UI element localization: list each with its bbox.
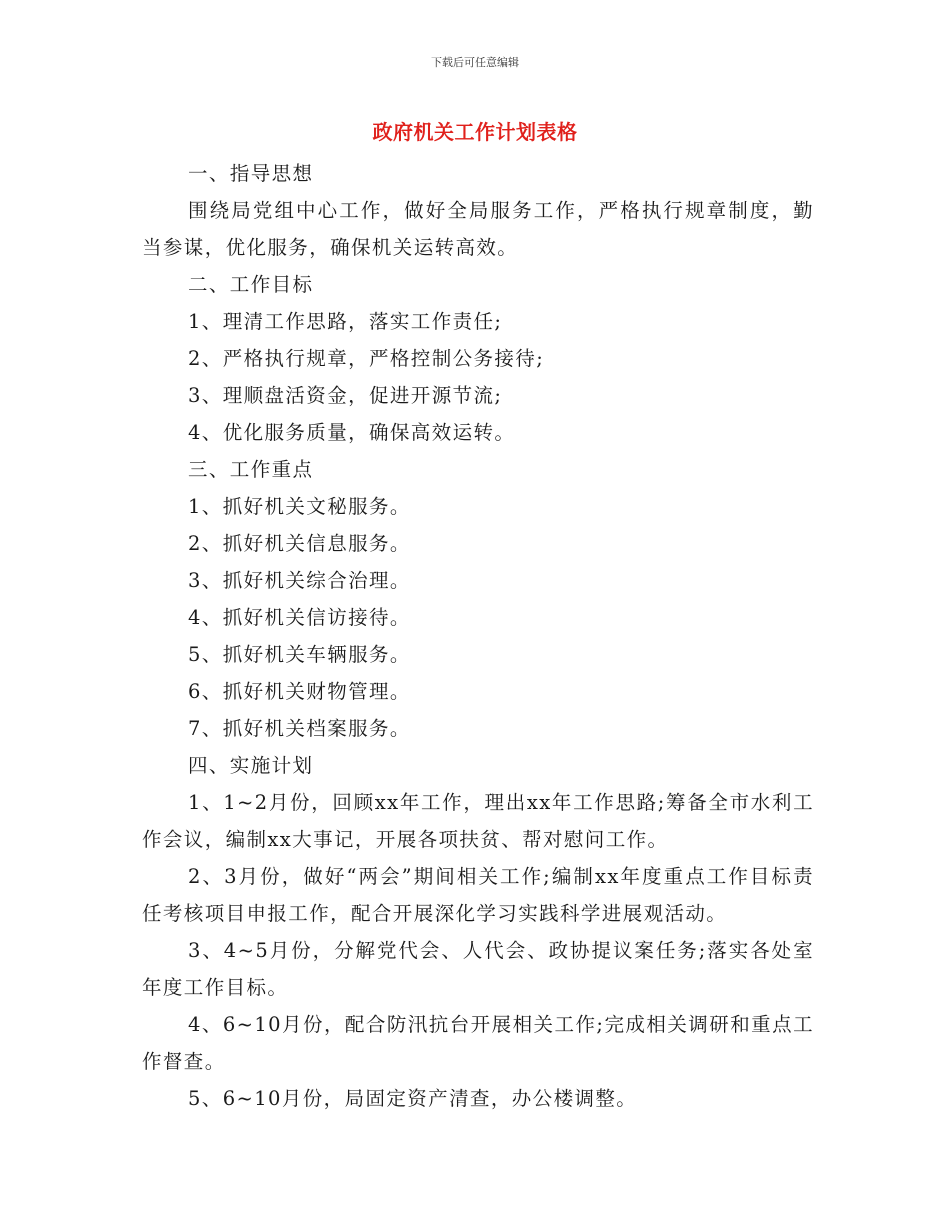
focus-item: 3、抓好机关综合治理。 [188, 569, 411, 592]
goal-item: 4、优化服务质量，确保高效运转。 [188, 421, 516, 444]
focus-item: 4、抓好机关信访接待。 [188, 606, 411, 629]
paragraph-guiding-ideology: 围绕局党组中心工作，做好全局服务工作，严格执行规章制度，勤当参谋，优化服务，确保机关运转高效。 [142, 199, 814, 259]
focus-item: 2、抓好机关信息服务。 [188, 532, 411, 555]
header-note: 下载后可任意编辑 [431, 56, 519, 69]
section-heading-work-goals: 二、工作目标 [188, 273, 314, 296]
goal-item: 1、理清工作思路，落实工作责任; [188, 310, 503, 333]
focus-item: 5、抓好机关车辆服务。 [188, 643, 411, 666]
document-title: 政府机关工作计划表格 [372, 120, 578, 144]
focus-item: 7、抓好机关档案服务。 [188, 717, 411, 740]
plan-item: 5、6~10月份，局固定资产清查，办公楼调整。 [188, 1087, 638, 1110]
plan-item: 4、6~10月份，配合防汛抗台开展相关工作;完成相关调研和重点工作督查。 [142, 1013, 814, 1073]
section-heading-guiding-ideology: 一、指导思想 [188, 162, 314, 185]
goal-item: 2、严格执行规章，严格控制公务接待; [188, 347, 545, 370]
goal-item: 3、理顺盘活资金，促进开源节流; [188, 384, 503, 407]
plan-item: 1、1~2月份，回顾xx年工作，理出xx年工作思路;筹备全市水利工作会议，编制xx大事记，开展各项扶贫、帮对慰问工作。 [142, 791, 814, 851]
section-heading-work-focus: 三、工作重点 [188, 458, 314, 481]
plan-item: 3、4~5月份，分解党代会、人代会、政协提议案任务;落实各处室年度工作目标。 [142, 939, 814, 999]
plan-item: 2、3月份，做好“两会”期间相关工作;编制xx年度重点工作目标责任考核项目申报工作，配合开展深化学习实践科学进展观活动。 [142, 865, 814, 925]
focus-item: 1、抓好机关文秘服务。 [188, 495, 411, 518]
section-heading-implementation-plan: 四、实施计划 [188, 754, 314, 777]
document-body [142, 155, 814, 1117]
focus-item: 6、抓好机关财物管理。 [188, 680, 411, 703]
